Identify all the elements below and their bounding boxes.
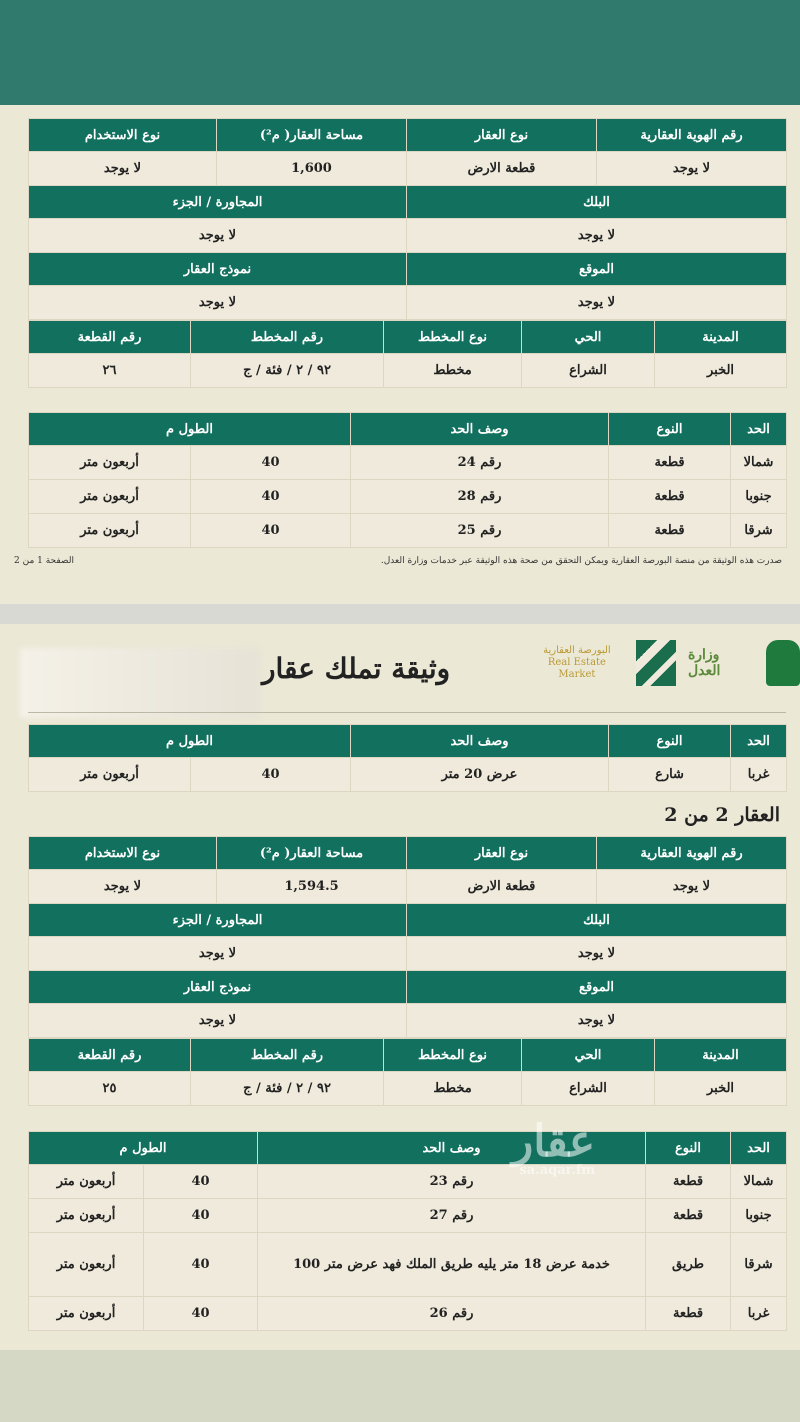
table-row <box>29 286 787 320</box>
info-table <box>28 412 787 548</box>
table-cell: لا يوجد <box>407 219 787 253</box>
table-cell: لا يوجد <box>407 937 787 971</box>
table-cell: شرقا <box>731 1233 787 1297</box>
column-header: رقم الهوية العقارية <box>597 119 787 152</box>
table-cell: قطعة <box>609 514 731 548</box>
header-row <box>29 837 787 870</box>
table-cell: ٩٢ / ٢ / فئة / ج <box>191 1072 384 1106</box>
table-cell: 40 <box>191 480 351 514</box>
column-header: البلك <box>407 186 787 219</box>
table-row <box>29 1297 787 1331</box>
column-header: رقم الهوية العقارية <box>597 837 787 870</box>
header-row <box>29 1132 787 1165</box>
bottom-band <box>0 1350 800 1422</box>
table-cell: رقم 25 <box>351 514 609 548</box>
column-header: نموذج العقار <box>29 971 407 1004</box>
table-cell: رقم 26 <box>258 1297 646 1331</box>
document-title: وثيقة تملك عقار <box>262 652 451 685</box>
table-cell: طريق <box>646 1233 731 1297</box>
column-header: نموذج العقار <box>29 253 407 286</box>
table-cell: ٢٥ <box>29 1072 191 1106</box>
table-row <box>29 1004 787 1038</box>
table-cell: رقم 27 <box>258 1199 646 1233</box>
column-header: الحد <box>731 1132 787 1165</box>
table-cell: 40 <box>144 1199 258 1233</box>
table-cell: 40 <box>191 514 351 548</box>
header-row <box>29 186 787 219</box>
column-header: المدينة <box>655 1039 787 1072</box>
column-header: الحد <box>731 413 787 446</box>
table-cell: خدمة عرض 18 متر يليه طريق الملك فهد عرض متر 100 <box>258 1233 646 1297</box>
table-cell: ٩٢ / ٢ / فئة / ج <box>191 354 384 388</box>
column-header: المجاورة / الجزء <box>29 186 407 219</box>
header-row <box>29 253 787 286</box>
table-cell: لا يوجد <box>29 219 407 253</box>
table-cell: لا يوجد <box>597 870 787 904</box>
real-estate-market-logo <box>530 645 624 681</box>
info-table <box>28 724 787 792</box>
table-cell: مخطط <box>384 1072 522 1106</box>
table-cell: لا يوجد <box>29 152 217 186</box>
table-row <box>29 1165 787 1199</box>
property-subheading: العقار 2 من 2 <box>664 804 780 826</box>
table-cell: 40 <box>144 1165 258 1199</box>
table-cell: قطعة <box>609 446 731 480</box>
table-cell: لا يوجد <box>407 1004 787 1038</box>
table-row <box>29 937 787 971</box>
info-table <box>28 836 787 1038</box>
table-cell: 40 <box>191 758 351 792</box>
info-table <box>28 118 787 320</box>
table-cell: مخطط <box>384 354 522 388</box>
page-number: الصفحة 1 من 2 <box>14 556 74 566</box>
table-cell: عرض 20 متر <box>351 758 609 792</box>
top-band <box>0 0 800 105</box>
header-row <box>29 119 787 152</box>
column-header: الطول م <box>29 1132 258 1165</box>
table-cell: شارع <box>609 758 731 792</box>
redacted-area <box>20 648 260 718</box>
column-header: البلك <box>407 904 787 937</box>
column-header: مساحة العقار( م²) <box>217 119 407 152</box>
table-cell: الخبر <box>655 354 787 388</box>
table-cell: الخبر <box>655 1072 787 1106</box>
table-cell: قطعة <box>609 480 731 514</box>
column-header: النوع <box>609 725 731 758</box>
header-row <box>29 321 787 354</box>
header-row <box>29 971 787 1004</box>
column-header: رقم المخطط <box>191 321 384 354</box>
table-cell: 1,600 <box>217 152 407 186</box>
table-cell: أربعون متر <box>29 480 191 514</box>
logo-text-en: Real Estate Market <box>547 657 606 680</box>
header-row <box>29 1039 787 1072</box>
table-cell: رقم 23 <box>258 1165 646 1199</box>
table-cell: 1,594.5 <box>217 870 407 904</box>
table-cell: لا يوجد <box>29 870 217 904</box>
table-cell: ٢٦ <box>29 354 191 388</box>
table-row <box>29 219 787 253</box>
table-cell: غربا <box>731 1297 787 1331</box>
table-cell: شرقا <box>731 514 787 548</box>
table-cell: أربعون متر <box>29 1233 144 1297</box>
page-separator <box>0 604 800 624</box>
table-cell: جنوبا <box>731 1199 787 1233</box>
table-row <box>29 480 787 514</box>
market-emblem-icon <box>636 640 676 686</box>
column-header: المدينة <box>655 321 787 354</box>
info-table <box>28 1131 787 1331</box>
column-header: نوع المخطط <box>384 321 522 354</box>
table-cell: قطعة <box>646 1199 731 1233</box>
column-header: النوع <box>646 1132 731 1165</box>
table-cell: 40 <box>144 1233 258 1297</box>
table-cell: 40 <box>144 1297 258 1331</box>
column-header: الموقع <box>407 253 787 286</box>
column-header: وصف الحد <box>258 1132 646 1165</box>
table-cell: لا يوجد <box>597 152 787 186</box>
column-header: رقم القطعة <box>29 1039 191 1072</box>
column-header: مساحة العقار( م²) <box>217 837 407 870</box>
logos <box>530 640 800 686</box>
table-row <box>29 758 787 792</box>
logo-text-ar: البورصة العقارية <box>543 645 611 656</box>
table-cell: 40 <box>191 446 351 480</box>
divider <box>28 712 786 713</box>
table-cell: لا يوجد <box>29 1004 407 1038</box>
table-row <box>29 354 787 388</box>
table-cell: الشراع <box>522 354 655 388</box>
table-cell: غربا <box>731 758 787 792</box>
table-row <box>29 1233 787 1297</box>
column-header: الحي <box>522 1039 655 1072</box>
column-header: نوع المخطط <box>384 1039 522 1072</box>
column-header: نوع العقار <box>407 119 597 152</box>
footer-note: صدرت هذه الوثيقة من منصة البورصة العقارية ويمكن التحقق من صحة هذه الوثيقة عبر خدمات وزارة العدل. <box>380 556 782 566</box>
saudi-emblem-icon <box>766 640 800 686</box>
column-header: المجاورة / الجزء <box>29 904 407 937</box>
table-cell: لا يوجد <box>407 286 787 320</box>
header-row <box>29 725 787 758</box>
column-header: رقم المخطط <box>191 1039 384 1072</box>
table-row <box>29 514 787 548</box>
info-table <box>28 1038 787 1106</box>
column-header: نوع العقار <box>407 837 597 870</box>
column-header: الطول م <box>29 413 351 446</box>
table-cell: قطعة الارض <box>407 870 597 904</box>
table-cell: قطعة <box>646 1165 731 1199</box>
table-cell: أربعون متر <box>29 1297 144 1331</box>
table-cell: لا يوجد <box>29 937 407 971</box>
ministry-of-justice-logo: وزارة العدل <box>687 647 721 679</box>
watermark-site: sa.aqar.fm <box>519 1163 596 1178</box>
header-row <box>29 904 787 937</box>
column-header: الموقع <box>407 971 787 1004</box>
column-header: وصف الحد <box>351 725 609 758</box>
table-row <box>29 446 787 480</box>
header-row <box>29 413 787 446</box>
table-cell: رقم 24 <box>351 446 609 480</box>
column-header: وصف الحد <box>351 413 609 446</box>
column-header: النوع <box>609 413 731 446</box>
info-table <box>28 320 787 388</box>
table-cell: لا يوجد <box>29 286 407 320</box>
table-cell: قطعة الارض <box>407 152 597 186</box>
table-cell: جنوبا <box>731 480 787 514</box>
table-row <box>29 152 787 186</box>
column-header: نوع الاستخدام <box>29 837 217 870</box>
table-row <box>29 1199 787 1233</box>
table-cell: أربعون متر <box>29 446 191 480</box>
column-header: رقم القطعة <box>29 321 191 354</box>
watermark-brand: عقار <box>512 1116 596 1167</box>
table-cell: شمالا <box>731 446 787 480</box>
table-cell: رقم 28 <box>351 480 609 514</box>
table-row <box>29 870 787 904</box>
table-cell: شمالا <box>731 1165 787 1199</box>
table-cell: أربعون متر <box>29 1165 144 1199</box>
column-header: نوع الاستخدام <box>29 119 217 152</box>
table-cell: أربعون متر <box>29 514 191 548</box>
table-cell: قطعة <box>646 1297 731 1331</box>
watermark <box>512 1116 596 1178</box>
column-header: الحد <box>731 725 787 758</box>
table-row <box>29 1072 787 1106</box>
table-cell: أربعون متر <box>29 1199 144 1233</box>
column-header: الحي <box>522 321 655 354</box>
table-cell: الشراع <box>522 1072 655 1106</box>
table-cell: أربعون متر <box>29 758 191 792</box>
column-header: الطول م <box>29 725 351 758</box>
